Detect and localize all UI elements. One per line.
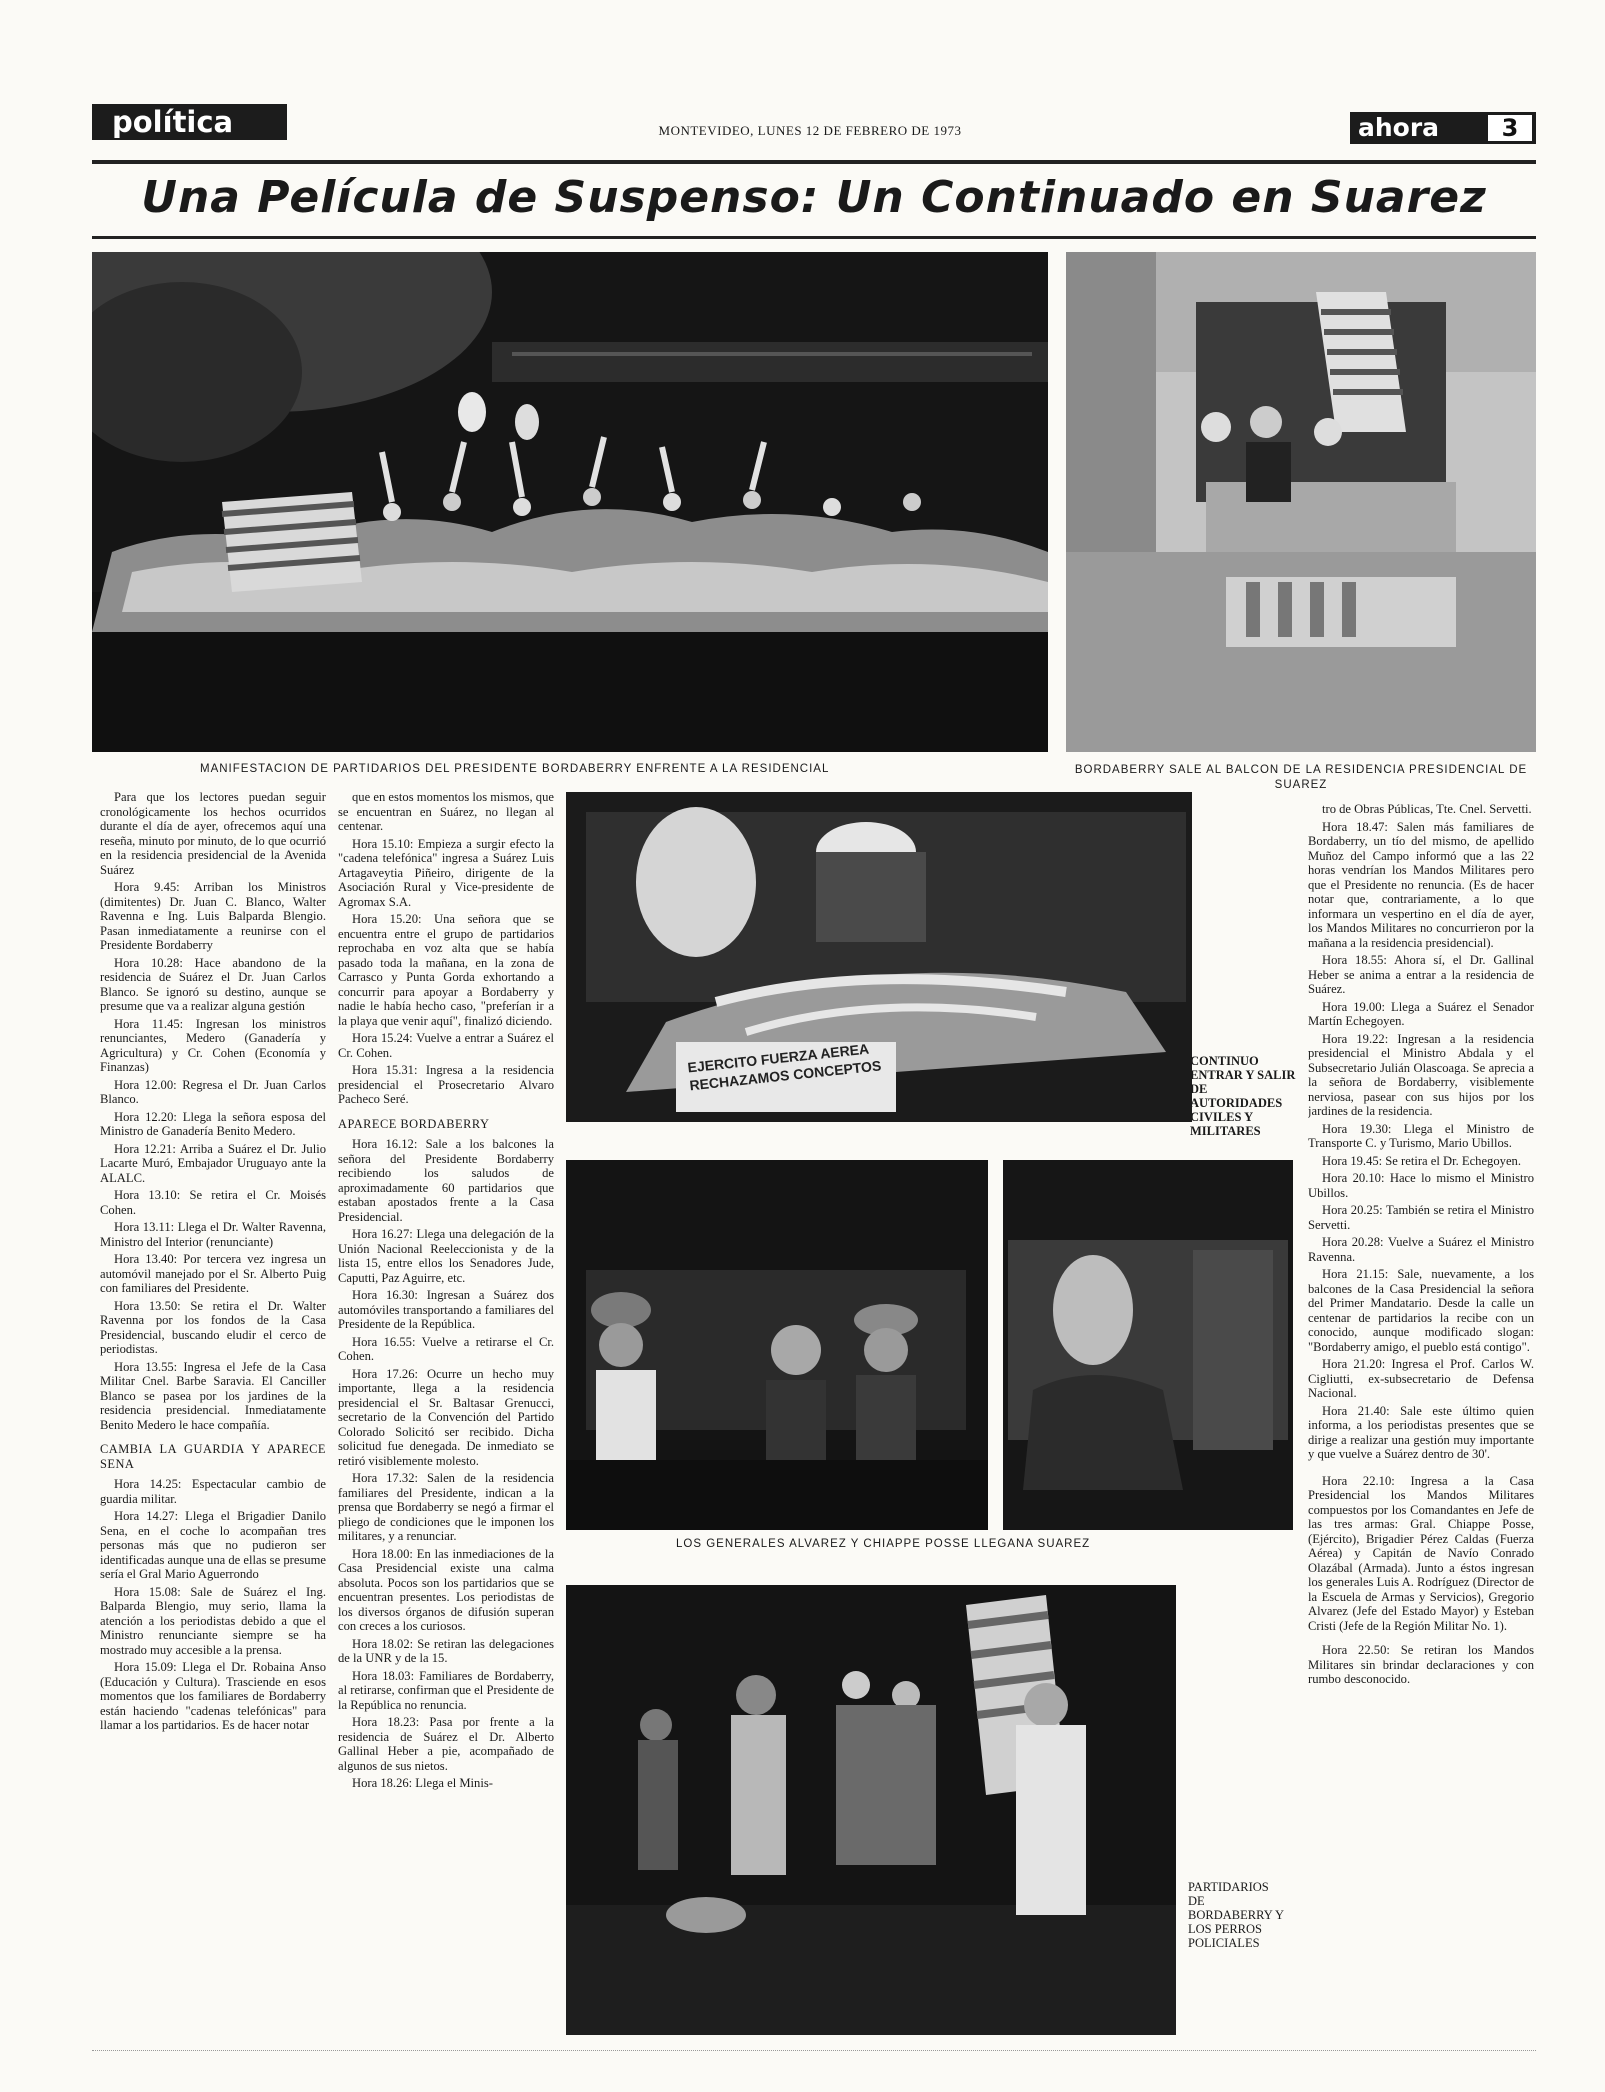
- col2-paragraph: Hora 18.23: Pasa por frente a la residencia de Suárez el Dr. Alberto Gallinal Heber a pie, acompañado de algunos de sus nietos.: [338, 1715, 554, 1773]
- col3-paragraph: Hora 18.47: Salen más familiares de Bordaberry, un tío del mismo, de apellido Muñoz del Campo informó que a las 22 horas vendrían los Mandos Militares pero que el Presidente no renuncia. (Es de hacer notar que, contrariamente, a lo que informara un vespertino en el día de ayer, los Mandos Militares no concurrieron por la mañana a la residencia presidencial).: [1308, 819, 1534, 950]
- col3-paragraph: Hora 22.10: Ingresa a la Casa Presidencial los Mandos Militares compuestos por los Comandantes en Jefe de las tres armas: Gral. Chiappe Posse, (Ejército), Brigadier Pérez Caldas (Fuerza Aérea) y Capitán de Navío Conrado Olazábal (Armada). Junto a éstos ingresan los generales Luis A. Rodríguez (Director de la Escuela de Armas y Servicios), Gregorio Alvarez (Jefe del Estado Mayor) y Esteban Cristi (Jefe de la Región Militar No. 1).: [1308, 1473, 1534, 1633]
- article-column-1: [100, 790, 326, 2040]
- col3-paragraph: Hora 19.22: Ingresan a la residencia presidencial el Ministro Abdala y el Subsecretario Julián Olascoaga. Se aprecia a la señora de Bordaberry, visiblemente nerviosa, pasear con sus hijos por los jardines de la residencia.: [1308, 1031, 1534, 1118]
- col2-paragraph: Hora 17.26: Ocurre un hecho muy importante, llega a la residencia presidencial el Sr. Baltasar Grenucci, secretario de la Convención del Partido Colorado Solicitó ser recibido. Dicha solicitud fue denegada. De inmediato se retiró visiblemente molesto.: [338, 1366, 554, 1468]
- photo-generals-left: [566, 1160, 988, 1530]
- article-column-3: [1308, 802, 1534, 2042]
- col3-paragraph: Hora 19.30: Llega el Ministro de Transporte C. y Turismo, Mario Ubillos.: [1308, 1121, 1534, 1150]
- col3-paragraph: Hora 21.15: Sale, nuevamente, a los balcones de la Casa Presidencial la señora del Primer Mandatario. Desde la calle un centenar de partidarios la recibe con un conocido, aunque modificado slogan: "Bordaberry amigo, el pueblo está contigo".: [1308, 1267, 1534, 1354]
- col2-paragraph: Hora 16.12: Sale a los balcones la señora del Presidente Bordaberry recibiendo los saludos de aproximadamente 60 partidarios que estaban apostados frente a la Casa Presidencial.: [338, 1137, 554, 1224]
- col1-paragraph: Hora 14.25: Espectacular cambio de guardia militar.: [100, 1477, 326, 1506]
- publication-masthead: [1350, 112, 1536, 144]
- col1-paragraph: Hora 9.45: Arriban los Ministros (dimitentes) Dr. Juan C. Blanco, Walter Ravenna e Ing. Luis Balparda Blengio. Pasan inmediatamente a reunirse con el Presidente Bordaberry: [100, 880, 326, 952]
- col2-paragraph: Hora 15.24: Vuelve a entrar a Suárez el Cr. Cohen.: [338, 1031, 554, 1060]
- col3-paragraph: Hora 19.45: Se retira el Dr. Echegoyen.: [1322, 1153, 1521, 1168]
- photo-generals-caption: LOS GENERALES ALVAREZ Y CHIAPPE POSSE LLEGANA SUAREZ: [676, 1538, 1091, 1550]
- photo-supporters: [566, 1585, 1176, 2035]
- section-tab: política: [92, 104, 287, 140]
- col1-paragraph: Hora 10.28: Hace abandono de la residencia de Suárez el Dr. Juan Carlos Blanco. Se ignoró su destino, aunque se presume que va a realizar alguna gestión: [100, 955, 326, 1013]
- col2-paragraph: Hora 18.03: Familiares de Bordaberry, al retirarse, confirman que el Presidente de la República no renuncia.: [338, 1668, 554, 1712]
- col2-paragraph: Hora 15.10: Empieza a surgir efecto la "cadena telefónica" ingresa a Suárez Luis Artagaveytia Piñeiro, dirigente de la Asociación Rural y Vice-presidente de Agromax S.A.: [338, 836, 554, 909]
- col1-paragraph: Hora 13.10: Se retira el Cr. Moisés Cohen.: [100, 1188, 326, 1217]
- col1-paragraph: Hora 11.45: Ingresan los ministros renunciantes, Medero (Ganadería y Agricultura) y Cr. Cohen (Economía y Finanzas): [100, 1016, 326, 1074]
- col1-paragraph: Hora 12.20: Llega la señora esposa del Ministro de Ganadería Benito Medero.: [100, 1109, 326, 1138]
- col2-subheading: APARECE BORDABERRY: [338, 1116, 490, 1131]
- photo-balcony-image: [1066, 252, 1536, 752]
- col3-paragraph: Hora 20.25: También se retira el Ministro Servetti.: [1308, 1203, 1534, 1232]
- photo-supporters-image: [566, 1585, 1176, 2035]
- col2-paragraph: Hora 18.00: En las inmediaciones de la Casa Presidencial existe una calma absoluta. Pocos son los partidarios que se encuentran presentes. Los periodistas de los diversos órganos de difusión superan con creces a los curiosos.: [338, 1546, 554, 1633]
- photo-crowd: [92, 252, 1048, 752]
- photo-generals-right: [1003, 1160, 1293, 1530]
- photo-balcony-caption: BORDABERRY SALE AL BALCON DE LA RESIDENCIA PRESIDENCIAL DE SUAREZ: [1074, 764, 1528, 791]
- photo-balcony: [1066, 252, 1536, 752]
- col2-paragraph: Hora 16.30: Ingresan a Suárez dos automóviles transportando a familiares del Presidente de la República.: [338, 1288, 554, 1331]
- col2-paragraph: Hora 16.27: Llega una delegación de la Unión Nacional Reeleccionista y de la lista 15, entre ellos los Senadores Jude, Caputti, Paz Aguirre, etc.: [338, 1227, 554, 1285]
- col1-paragraph: Hora 15.09: Llega el Dr. Robaina Anso (Educación y Cultura). Trasciende en esos momentos que los familiares de Bordaberry están haciendo "cadenas telefónicas" para llamar a los partidarios. Es de hacer notar: [100, 1660, 326, 1732]
- photo-generals-right-image: [1003, 1160, 1293, 1530]
- col1-paragraph: Hora 12.00: Regresa el Dr. Juan Carlos Blanco.: [100, 1077, 326, 1106]
- col1-subheading: CAMBIA LA GUARDIA Y APARECE SENA: [100, 1442, 326, 1471]
- col2-paragraph: Hora 18.26: Llega el Minis-: [352, 1776, 493, 1790]
- col3-paragraph: Hora 21.20: Ingresa el Prof. Carlos W. Cigliutti, ex-subsecretario de Defensa Nacional.: [1308, 1357, 1534, 1400]
- col1-paragraph: Hora 13.50: Se retira el Dr. Walter Ravenna por los fondos de la Casa Presidencial, buscando eludir el cerco de periodistas.: [100, 1298, 326, 1356]
- photo-generals-left-image: [566, 1160, 988, 1530]
- col3-paragraph: Hora 18.55: Ahora sí, el Dr. Gallinal Heber se anima a entrar a la residencia de Suárez.: [1308, 953, 1534, 996]
- col3-paragraph: Hora 21.40: Sale este último quien informa, a los periodistas presentes que se dirige a realizar una gestión muy importante y que vuelve a Suárez dentro de 30'.: [1308, 1403, 1534, 1461]
- photo-crowd-image: [92, 252, 1048, 752]
- col2-paragraph: Hora 15.31: Ingresa a la residencia presidencial el Prosecretario Alvaro Pacheco Seré.: [338, 1063, 554, 1106]
- col2-paragraph: que en estos momentos los mismos, que se encuentran en Suárez, no llegan al centenar.: [338, 790, 554, 833]
- col1-paragraph: Para que los lectores puedan seguir cronológicamente los hechos ocurridos durante el día de ayer, ofrecemos aquí una reseña, minuto por minuto, de lo que ocurrió en la residencia presidencial de la Avenida Suárez: [100, 790, 326, 877]
- dateline: MONTEVIDEO, LUNES 12 DE FEBRERO DE 1973: [658, 123, 962, 138]
- col3-paragraph: tro de Obras Públicas, Tte. Cnel. Servetti.: [1322, 802, 1532, 816]
- headline: Una Película de Suspenso: Un Continuado en Suarez: [141, 172, 1487, 223]
- photo-supporters-caption: PARTIDARIOS DE BORDABERRY Y LOS PERROS POLICIALES: [1188, 1880, 1284, 1950]
- top-rule: [92, 160, 1536, 164]
- col1-paragraph: Hora 13.55: Ingresa el Jefe de la Casa Militar Cnel. Barbe Saravia. El Canciller Blanco se pasea por los jardines de la residencia presidencial. Inmediatamente Benito Medero le hace compañía.: [100, 1359, 326, 1432]
- photo-crowd-caption: MANIFESTACION DE PARTIDARIOS DEL PRESIDENTE BORDABERRY ENFRENTE A LA RESIDENCIAL: [200, 763, 830, 775]
- bottom-rule: [92, 2050, 1536, 2054]
- col3-paragraph: Hora 22.50: Se retiran los Mandos Militares sin brindar declaraciones y con rumbo desconocido.: [1308, 1643, 1534, 1686]
- col2-paragraph: Hora 16.55: Vuelve a retirarse el Cr. Cohen.: [338, 1334, 554, 1363]
- col1-paragraph: Hora 12.21: Arriba a Suárez el Dr. Julio Lacarte Muró, Embajador Uruguayo ante la ALALC.: [100, 1141, 326, 1185]
- col1-paragraph: Hora 14.27: Llega el Brigadier Danilo Sena, en el coche lo acompañan tres personas más que no pudieron ser identificadas aunque una de ellas se presume sería el Gral Mario Aguerrondo: [100, 1509, 326, 1581]
- article-column-2: [338, 790, 554, 2040]
- publication-name: ahora: [1358, 113, 1440, 142]
- col2-paragraph: Hora 18.02: Se retiran las delegaciones de la UNR y de la 15.: [338, 1636, 554, 1665]
- col3-paragraph: Hora 19.00: Llega a Suárez el Senador Martín Echegoyen.: [1308, 999, 1534, 1028]
- headline-rule: [92, 236, 1536, 239]
- page-number: 3: [1488, 115, 1532, 141]
- col1-paragraph: Hora 13.11: Llega el Dr. Walter Ravenna, Ministro del Interior (renunciante): [100, 1220, 326, 1249]
- col1-paragraph: Hora 13.40: Por tercera vez ingresa un automóvil manejado por el Sr. Alberto Puig con familiares del Presidente.: [100, 1252, 326, 1295]
- col2-paragraph: Hora 17.32: Salen de la residencia familiares del Presidente, indican a la prensa que Bordaberry se negó a firmar el pliego de condiciones que le imponen los militares, y a renunciar.: [338, 1471, 554, 1543]
- col1-paragraph: Hora 15.08: Sale de Suárez el Ing. Balparda Blengio, muy serio, llama la atención a los periodistas debido a que el Ministro renunciante siempre se ha mostrado muy accesible a la prensa.: [100, 1584, 326, 1657]
- col2-paragraph: Hora 15.20: Una señora que se encuentra entre el grupo de partidarios reprochaba en voz alta que se había pasado toda la mañana, en la zona de Carrasco y Punta Gorda exhortando a concurrir para apoyar a Bordaberry y nadie le había hecho caso, "preferían ir a la playa que venir aquí", finalizó diciendo.: [338, 912, 554, 1028]
- photo-car-caption: CONTINUO ENTRAR Y SALIR DE AUTORIDADES CIVILES Y MILITARES: [1190, 1054, 1296, 1138]
- photo-car: [566, 792, 1192, 1122]
- col3-paragraph: Hora 20.28: Vuelve a Suárez el Ministro Ravenna.: [1308, 1235, 1534, 1264]
- car-inscription: EJERCITO FUERZA AEREA RECHAZAMOS CONCEPTOS: [686, 1040, 882, 1094]
- col3-paragraph: Hora 20.10: Hace lo mismo el Ministro Ubillos.: [1308, 1171, 1534, 1200]
